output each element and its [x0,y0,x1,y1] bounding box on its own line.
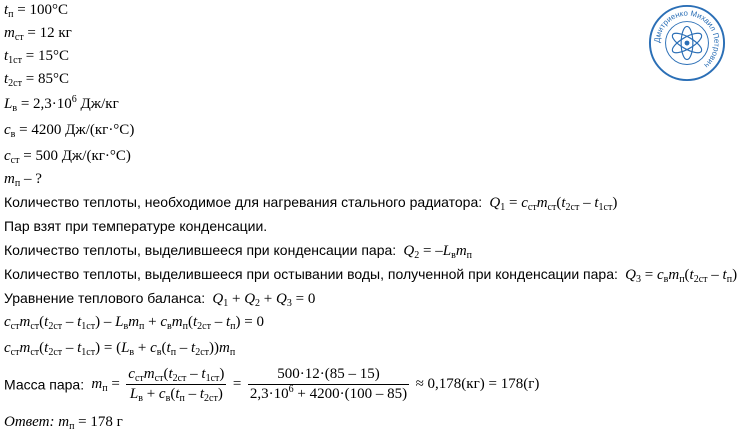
given-m-st: $m_{ст} = 12$ кг [4,25,72,43]
seal-text: Дмитриенко Михаил Петрович [652,8,722,70]
given-L-v: $L_в = 2,3\cdot 10^6$ Дж/кг [4,94,119,114]
given-m-p-unknown: $m_п$ – ? [4,171,42,189]
q2-line: Количество теплоты, выделившееся при конденсации пара: $Q_2 = -L_вm_п$ [4,242,473,261]
answer-line: Ответ: $m_п = 178$ г [4,414,123,432]
given-t-1st: $t_{1ст} = 15^\circ C$ [4,48,69,66]
mass-line: Масса пара: $m_п$ = $\frac{c_{ст}m_{ст}(t_{2ст} - t_{1ст})}{L_в + c_в(t_п - t_{2ст})}$ = $\frac{500\cdot 12\cdot(85 - 15)}{2,3\cdot 10^6 + 4200\cdot(100 - 85)}$ ≈ 0,178(кг) = 178(г) [4,366,540,404]
given-t-p: $t_п = 100^\circ C$ [4,2,68,20]
answer-value: = 178 г [78,414,123,430]
numeric-fraction: $\frac{500\cdot 12\cdot(85 - 15)}{2,3\cdot 10^6 + 4200\cdot(100 - 85)}$ [249,366,408,402]
author-seal [648,4,726,82]
balance-line: Уравнение теплового баланса: $Q_1 + Q_2 + Q_3 = 0$ [4,290,316,309]
steam-note: Пар взят при температуре конденсации. [4,218,268,234]
given-c-v: $c_в = 4200$ Дж/(кг·°C) [4,122,135,140]
q3-line: Количество теплоты, выделившееся при остывании воды, полученной при конденсации пара: $Q_3 = c_вm_п(t_{2ст} - t_п)$ [4,266,737,285]
mass-result: ≈ 0,178(кг) = 178(г) [415,376,540,392]
equation-1: $c_{ст}m_{ст}(t_{2ст} - t_{1ст}) - L_вm_п + c_вm_п(t_{2ст} - t_п) = 0$ [4,314,264,332]
formula-fraction: $\frac{c_{ст}m_{ст}(t_{2ст} - t_{1ст})}{L_в + c_в(t_п - t_{2ст})}$ [128,366,225,404]
given-t-2st: $t_{2ст} = 85^\circ C$ [4,71,69,89]
q1-line: Количество теплоты, необходимое для нагревания стального радиатора: $Q_1 = c_{ст}m_{ст}(t_{2ст} - t_{1ст})$ [4,194,618,213]
given-c-st: $c_{ст} = 500$ Дж/(кг·°C) [4,148,131,166]
equation-2: $c_{ст}m_{ст}(t_{2ст} - t_{1ст}) = (L_в + c_в(t_п - t_{2ст}))m_п$ [4,340,236,358]
